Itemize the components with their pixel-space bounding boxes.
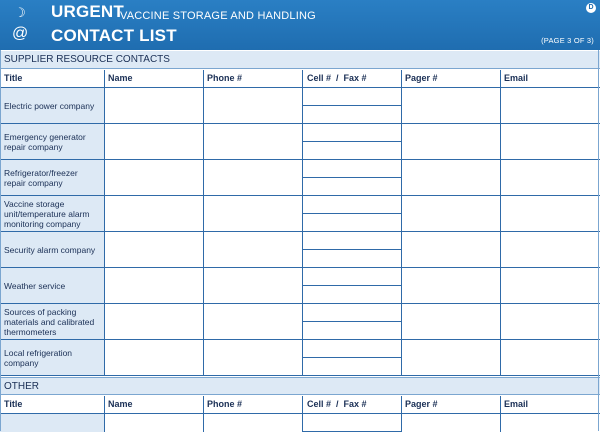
header-subtitle: VACCINE STORAGE AND HANDLING <box>120 10 316 22</box>
moon-icon: ☽ <box>14 5 26 20</box>
row-title: Weather service <box>0 268 104 303</box>
col-pager: Pager # <box>405 399 438 409</box>
other-table-row <box>0 414 600 432</box>
page-indicator: (PAGE 3 OF 3) <box>541 36 594 45</box>
col-cell-fax: Cell # / Fax # <box>307 73 367 83</box>
column-header-row <box>0 70 600 88</box>
table-row <box>0 124 600 160</box>
section-badge: D <box>586 3 596 13</box>
table-row <box>0 304 600 340</box>
section-supplier-heading: SUPPLIER RESOURCE CONTACTS <box>0 51 600 69</box>
section-other-heading: OTHER <box>0 377 600 395</box>
urgent-label: URGENT <box>51 2 124 21</box>
col-pager: Pager # <box>405 73 438 83</box>
table-row <box>0 196 600 232</box>
row-title: Electric power company <box>0 88 104 123</box>
page-title: CONTACT LIST <box>51 26 177 45</box>
table-row <box>0 232 600 268</box>
col-title: Title <box>4 399 23 409</box>
row-title: Security alarm company <box>0 232 104 267</box>
row-title: Vaccine storage unit/temperature alarm monitoring company <box>0 196 104 231</box>
row-title: Refrigerator/freezer repair company <box>0 160 104 195</box>
at-icon: @ <box>12 25 29 42</box>
col-title: Title <box>4 73 23 83</box>
col-phone: Phone # <box>207 73 243 83</box>
row-title <box>0 414 104 432</box>
supplier-contact-table <box>0 88 600 376</box>
row-title: Sources of packing materials and calibrated thermometers <box>0 304 104 339</box>
column-header-row-other <box>0 396 600 414</box>
table-row <box>0 88 600 124</box>
table-row <box>0 268 600 304</box>
col-cell-fax: Cell # / Fax # <box>307 399 367 409</box>
col-email: Email <box>504 399 529 409</box>
table-row <box>0 340 600 376</box>
row-title: Local refrigeration company <box>0 340 104 375</box>
col-name: Name <box>108 73 133 83</box>
col-phone: Phone # <box>207 399 243 409</box>
col-name: Name <box>108 399 133 409</box>
table-row <box>0 160 600 196</box>
row-title: Emergency generator repair company <box>0 124 104 159</box>
col-email: Email <box>504 73 529 83</box>
header-banner <box>0 0 600 50</box>
